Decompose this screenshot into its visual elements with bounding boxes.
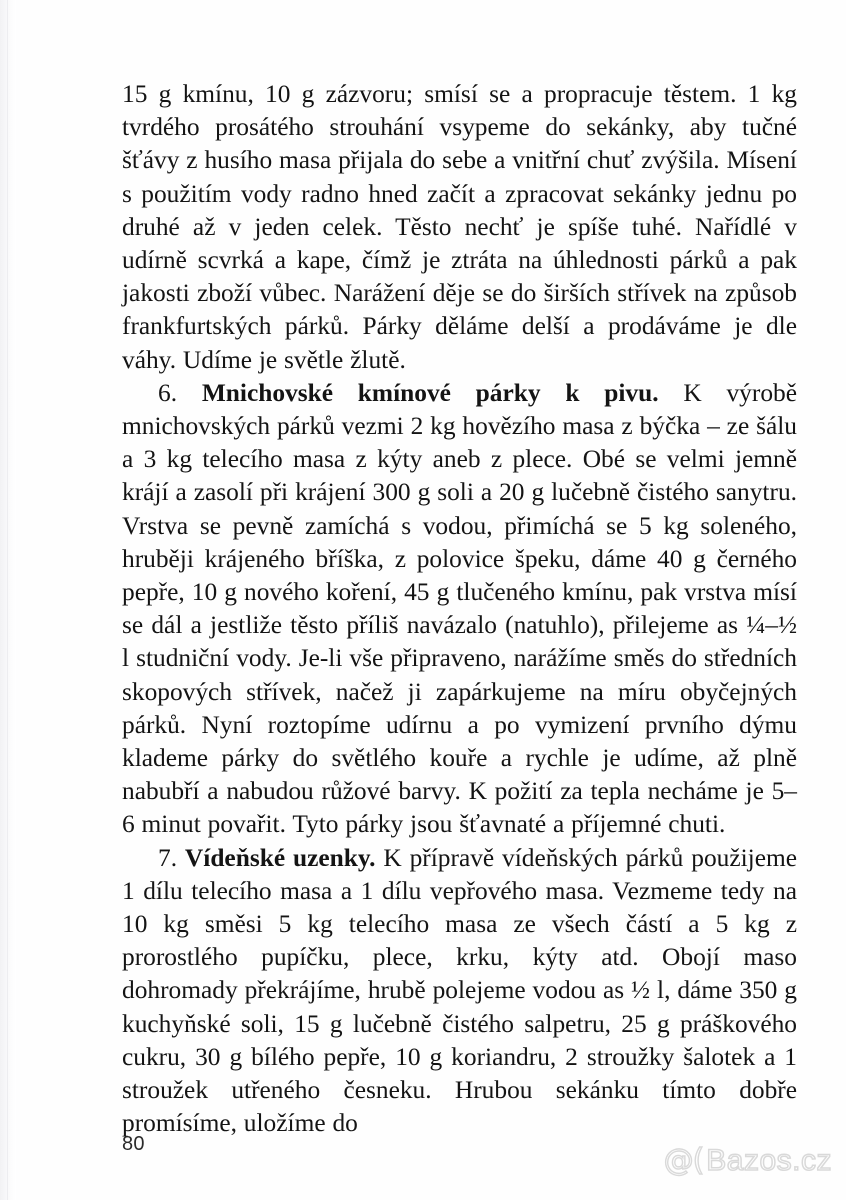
recipe-number-6: 6. [158, 378, 178, 407]
continued-paragraph: 15 g kmínu, 10 g zázvoru; smísí se a propracuje těstem. 1 kg tvrdého prosátého strouhání vsypeme do sekánky, aby tučné šťávy z husího masa přijala do sebe a vnitřní chuť zvýšila. Mísení s použitím vody radno hned začít a zpracovat sekánky jednu po druhé až v jeden celek. Těsto nechť je spíše tuhé. Nařídlé v udírně scvrká a kape, čímž je ztráta na úhlednosti párků a pak jakosti zboží vůbec. Narážení děje se do širších střívek na způsob frankfurtských párků. Párky děláme delší a prodáváme je dle váhy. Udíme je světle žlutě. [122, 80, 797, 374]
recipe-paragraph-7 [122, 842, 797, 1141]
recipe-body-6: K výrobě mnichovských párků vezmi 2 kg hovězího masa z býčka – ze šálu a 3 kg telecího masa z kýty aneb z plece. Obé se velmi jemně krájí a zasolí při krájení 300 g soli a 20 g lučebně čistého sanytru. Vrstva se pevně zamíchá s vodou, přimíchá se 5 kg soleného, hruběji krájeného bříška, z polovice špeku, dáme 40 g černého pepře, 10 g nového koření, 45 g tlučeného kmínu, pak vrstva mísí se dál a jestliže těsto příliš navázalo (natuhlo), přilejeme as ¼–½ l studniční vody. Je-li vše připraveno, narážíme směs do středních skopových střívek, načež ji zapárkujeme na míru obyčejných párků. Nyní roztopíme udírnu a po vymizení prvního dýmu klademe párky do světlého kouře a rychle je udíme, až plně nabubří a nabudou růžové barvy. K požití za tepla necháme je 5–6 minut povařit. Tyto párky jsou šťavnaté a příjemné chuti. [122, 378, 797, 839]
recipe-title-6: Mnichovské kmínové párky k pivu. [201, 378, 659, 407]
recipe-body-7: K přípravě vídeňských párků použijeme 1 dílu telecího masa a 1 dílu vepřového masa. Vezmeme tedy na 10 kg směsi 5 kg telecího masa ze všech částí a 5 kg z prorostlého pupíčku, plece, krku, kýty atd. Obojí maso dohromady překrájíme, hrubě polejeme vodou as ½ l, dáme 350 g kuchyňské soli, 15 g lučebně čistého salpetru, 25 g práškového cukru, 30 g bílého pepře, 10 g koriandru, 2 stroužky šalotek a 1 stroužek utřeného česneku. Hrubou sekánku tímto dobře promísíme, uložíme do [122, 843, 798, 1138]
recipe-paragraph-6 [122, 377, 797, 842]
text-column [122, 78, 797, 1141]
page-number: 80 [122, 1133, 145, 1155]
watermark-label: Bazos.cz [706, 1144, 832, 1177]
watermark [663, 1143, 832, 1178]
recipe-number-7: 7. [158, 843, 178, 872]
scan-gutter-line [7, 0, 8, 1200]
recipe-title-7: Vídeňské uzenky. [184, 843, 376, 872]
at-sign-icon: @( [663, 1143, 704, 1178]
scan-gutter-shading [0, 0, 16, 1200]
